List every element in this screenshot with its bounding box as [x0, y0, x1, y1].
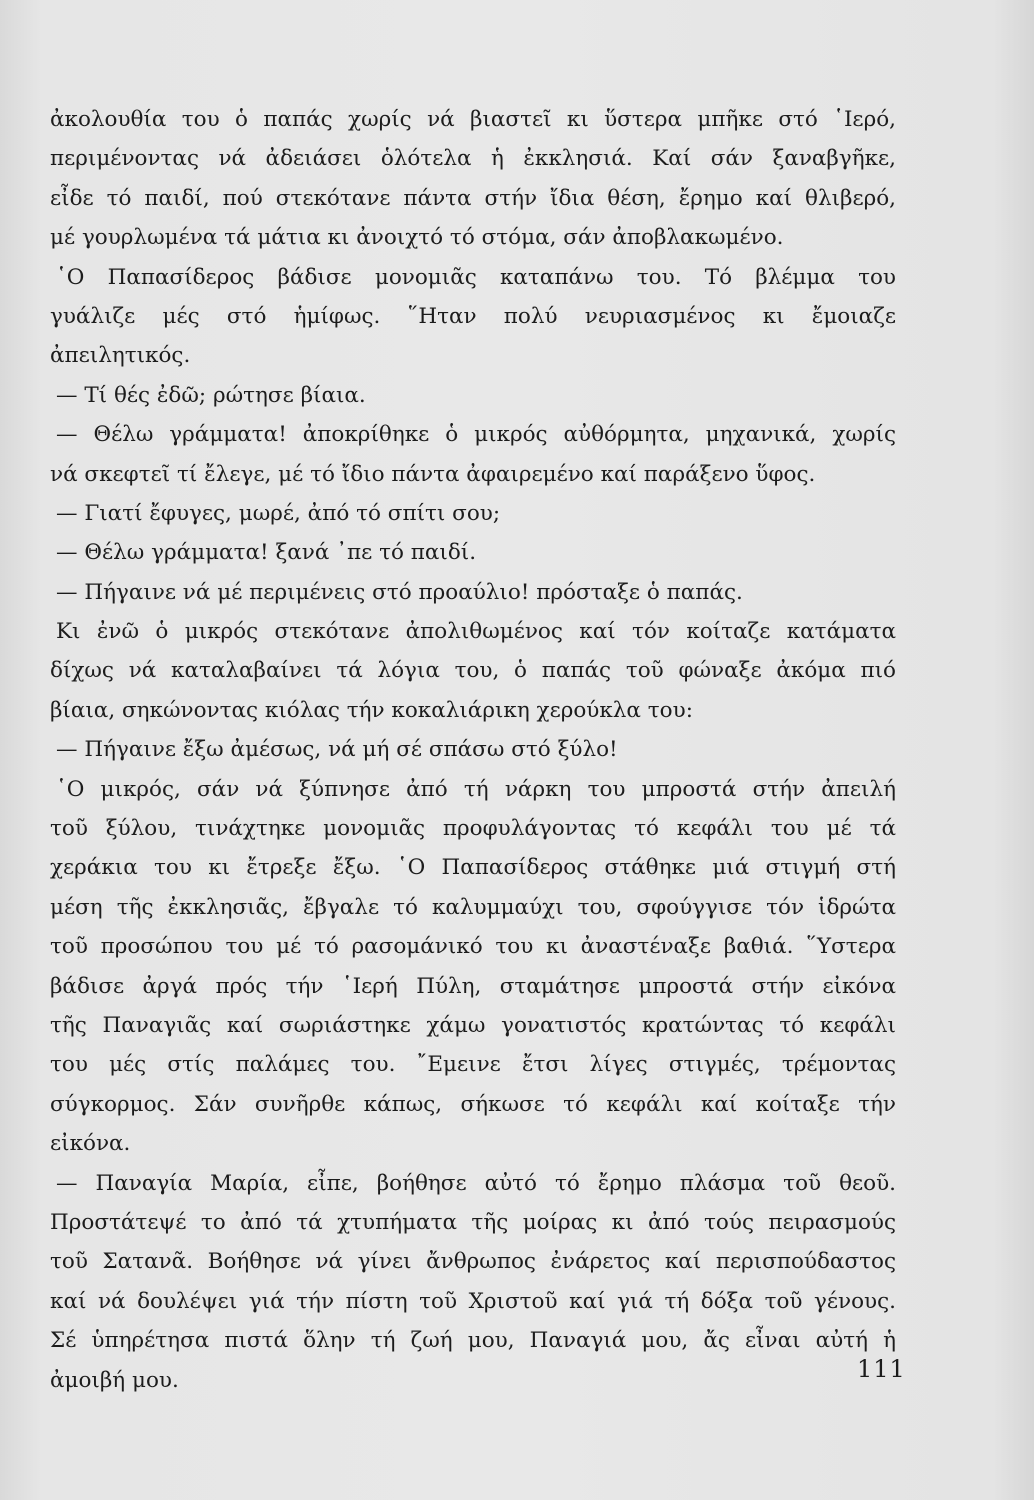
dialogue-line: — Τί θές ἐδῶ; ρώτησε βίαια.	[56, 382, 366, 408]
page-number: 111	[857, 1355, 906, 1383]
text-line: ῾Ο Παπασίδερος βάδισε μονομιᾶς καταπάνω του. Τό βλέμμα του	[56, 264, 896, 290]
text-line: ἀμοιβή μου.	[50, 1367, 179, 1393]
text-line: ῾Ο μικρός, σάν νά ξύπνησε ἀπό τή νάρκη του μπροστά στήν ἀπειλή	[56, 776, 896, 802]
text-line: τοῦ ξύλου, τινάχτηκε μονομιᾶς προφυλάγοντας τό κεφάλι του μέ τά	[50, 816, 896, 842]
dialogue-line: — Θέλω γράμματα! ξανά ᾿πε τό παιδί.	[56, 540, 477, 566]
dialogue-line: — Παναγία Μαρία, εἶπε, βοήθησε αὐτό τό ἔρημο πλάσμα τοῦ θεοῦ.	[56, 1170, 896, 1196]
text-line: τῆς Παναγιᾶς καί σωριάστηκε χάμω γονατιστός κρατώντας τό κεφάλι	[50, 1012, 896, 1038]
text-line: Προστάτεψέ το ἀπό τά χτυπήματα τῆς μοίρας κι ἀπό τούς πειρασμούς	[50, 1209, 896, 1235]
text-line: βίαια, σηκώνοντας κιόλας τήν κοκαλιάρικη χερούκλα του:	[50, 697, 693, 723]
dialogue-line: — Πήγαινε ἔξω ἀμέσως, νά μή σέ σπάσω στό ξύλο!	[56, 737, 618, 763]
dialogue-line: — Γιατί ἔφυγες, μωρέ, ἀπό τό σπίτι σου;	[56, 500, 501, 526]
text-line: εἰκόνα.	[50, 1131, 131, 1157]
text-line: γυάλιζε μές στό ἡμίφως. ῞Ηταν πολύ νευριασμένος κι ἔμοιαζε	[50, 303, 896, 329]
text-line: μέση τῆς ἐκκλησιᾶς, ἔβγαλε τό καλυμμαύχι του, σφούγγισε τόν ἱδρώτα	[50, 894, 896, 920]
text-line: Κι ἐνῶ ὁ μικρός στεκότανε ἀπολιθωμένος καί τόν κοίταζε κατάματα	[56, 619, 896, 645]
text-line: τοῦ προσώπου του μέ τό ρασομάνικό του κι ἀναστέναξε βαθιά. ῞Υστερα	[50, 934, 896, 960]
text-line: τοῦ Σατανᾶ. Βοήθησε νά γίνει ἄνθρωπος ἐνάρετος καί περισπούδαστος	[50, 1249, 896, 1275]
text-line: εἶδε τό παιδί, πού στεκότανε πάντα στήν ἴδια θέση, ἔρημο καί θλιβερό,	[50, 185, 896, 211]
text-line: σύγκορμος. Σάν συνῆρθε κάπως, σήκωσε τό κεφάλι καί κοίταξε τήν	[50, 1091, 896, 1117]
text-line: ἀκολουθία του ὁ παπάς χωρίς νά βιαστεῖ κι ὕστερα μπῆκε στό ῾Ιερό,	[50, 107, 896, 132]
text-line: μέ γουρλωμένα τά μάτια κι ἀνοιχτό τό στόμα, σάν ἀποβλακωμένο.	[50, 225, 784, 251]
text-line: χεράκια του κι ἔτρεξε ἔξω. ῾Ο Παπασίδερος στάθηκε μιά στιγμή στή	[50, 855, 896, 881]
text-line: νά σκεφτεῖ τί ἔλεγε, μέ τό ἴδιο πάντα ἀφαιρεμένο καί παράξενο ὕφος.	[50, 461, 816, 487]
dialogue-line: — Πήγαινε νά μέ περιμένεις στό προαύλιο! πρόσταξε ὁ παπάς.	[56, 579, 743, 605]
body-text	[50, 100, 896, 1400]
dialogue-line: — Θέλω γράμματα! ἀποκρίθηκε ὁ μικρός αὐθόρμητα, μηχανικά, χωρίς	[56, 422, 896, 448]
text-line: του μές στίς παλάμες του. ῎Εμεινε ἔτσι λίγες στιγμές, τρέμοντας	[50, 1052, 896, 1078]
text-line: δίχως νά καταλαβαίνει τά λόγια του, ὁ παπάς τοῦ φώναξε ἀκόμα πιό	[50, 658, 896, 684]
text-line: περιμένοντας νά ἀδειάσει ὁλότελα ἡ ἐκκλησιά. Καί σάν ξαναβγῆκε,	[50, 146, 896, 172]
text-line: ἀπειλητικός.	[50, 343, 191, 369]
text-line: Σέ ὑπηρέτησα πιστά ὅλην τή ζωή μου, Παναγιά μου, ἄς εἶναι αὐτή ἡ	[50, 1328, 896, 1354]
text-line: καί νά δουλέψει γιά τήν πίστη τοῦ Χριστοῦ καί γιά τή δόξα τοῦ γένους.	[50, 1288, 896, 1314]
text-line: βάδισε ἀργά πρός τήν ῾Ιερή Πύλη, σταμάτησε μπροστά στήν εἰκόνα	[50, 973, 896, 999]
